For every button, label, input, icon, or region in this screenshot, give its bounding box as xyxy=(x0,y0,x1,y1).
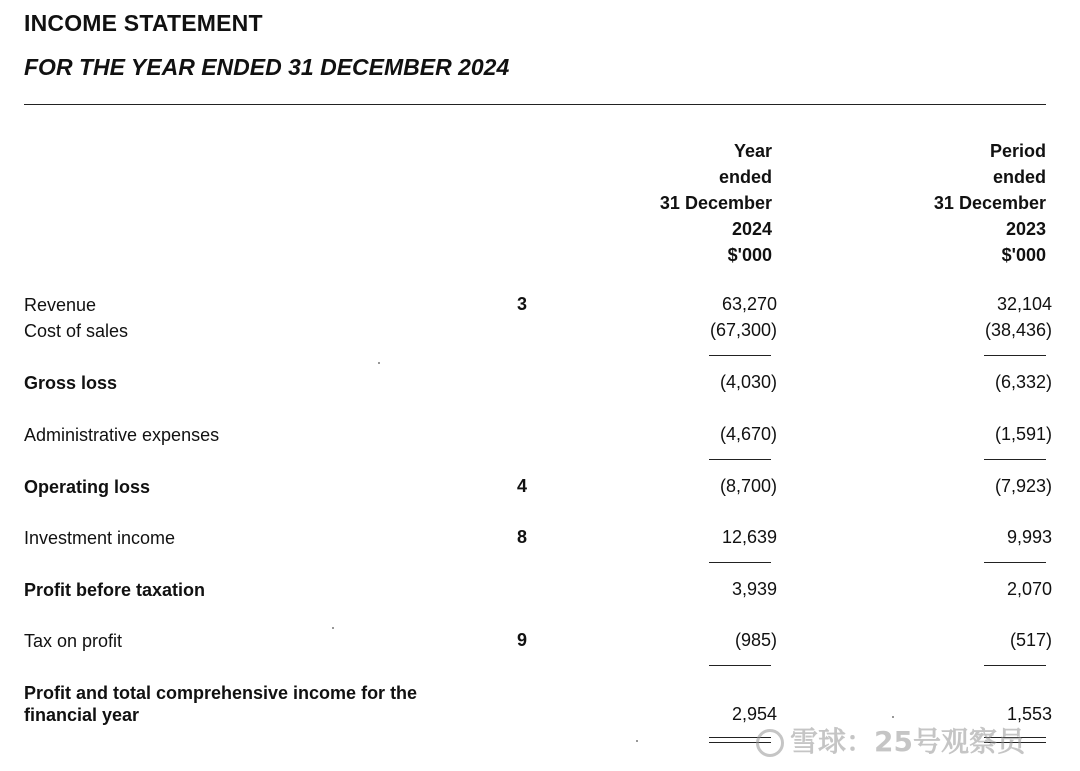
value-2023-tax-on-profit: (517) xyxy=(1009,630,1052,650)
value-2024-profit-before-taxation: 3,939 xyxy=(731,579,777,599)
column-header-line: ended xyxy=(718,167,772,187)
row-label-gross-loss: Gross loss xyxy=(24,373,118,393)
value-2024-administrative-expenses: (4,670) xyxy=(719,424,777,444)
row-label-investment-income: Investment income xyxy=(24,528,176,548)
subtotal-rule-2023 xyxy=(984,459,1046,460)
row-note-revenue: 3 xyxy=(517,294,528,314)
column-header-line: $'000 xyxy=(1001,245,1046,265)
value-2023-gross-loss: (6,332) xyxy=(994,372,1052,392)
statement-title: INCOME STATEMENT xyxy=(24,10,263,36)
row-label-revenue: Revenue xyxy=(24,295,97,315)
column-header-line: 31 December xyxy=(659,193,772,213)
subtotal-rule-2023 xyxy=(984,562,1046,563)
row-note-tax-on-profit: 9 xyxy=(517,630,528,650)
column-header-2023 xyxy=(934,138,1046,268)
row-label-operating-loss: Operating loss xyxy=(24,477,151,497)
column-header-line: 2023 xyxy=(1005,219,1046,239)
value-2023-profit-before-taxation: 2,070 xyxy=(1006,579,1052,599)
value-2023-administrative-expenses: (1,591) xyxy=(994,424,1052,444)
statement-subtitle: FOR THE YEAR ENDED 31 DECEMBER 2024 xyxy=(24,54,510,80)
scan-speck xyxy=(332,627,334,629)
column-header-2024 xyxy=(660,138,772,268)
column-header-line: Year xyxy=(733,141,772,161)
value-2024-revenue: 63,270 xyxy=(721,294,777,314)
row-label-cost-of-sales: Cost of sales xyxy=(24,321,129,341)
value-2023-revenue: 32,104 xyxy=(996,294,1052,314)
column-header-line: $'000 xyxy=(727,245,772,265)
value-2024-tax-on-profit: (985) xyxy=(734,630,777,650)
subtotal-rule-2023 xyxy=(984,355,1046,356)
value-2023-profit-for-year: 1,553 xyxy=(1006,704,1052,724)
value-2023-cost-of-sales: (38,436) xyxy=(984,320,1052,340)
row-label-line: financial year xyxy=(24,705,140,725)
value-2023-operating-loss: (7,923) xyxy=(994,476,1052,496)
subtotal-rule-2024 xyxy=(709,562,771,563)
subtotal-rule-2024 xyxy=(709,459,771,460)
subtotal-rule-2024 xyxy=(709,665,771,666)
row-note-investment-income: 8 xyxy=(517,527,528,547)
scan-speck xyxy=(378,362,380,364)
column-header-line: 31 December xyxy=(933,193,1046,213)
value-2023-investment-income: 9,993 xyxy=(1006,527,1052,547)
value-2024-gross-loss: (4,030) xyxy=(719,372,777,392)
watermark-text: 雪球：25号观察员 xyxy=(790,725,1025,758)
row-label-line: Profit and total comprehensive income for the xyxy=(24,683,418,703)
value-2024-investment-income: 12,639 xyxy=(721,527,777,547)
watermark xyxy=(756,720,1025,760)
row-label-profit-before-taxation: Profit before taxation xyxy=(24,580,206,600)
subtotal-rule-2023 xyxy=(984,665,1046,666)
row-note-operating-loss: 4 xyxy=(517,476,528,496)
subtotal-rule-2024 xyxy=(709,355,771,356)
value-2024-operating-loss: (8,700) xyxy=(719,476,777,496)
scan-speck xyxy=(892,716,894,718)
title-divider xyxy=(24,104,1046,105)
value-2024-profit-for-year: 2,954 xyxy=(731,704,777,724)
value-2024-cost-of-sales: (67,300) xyxy=(709,320,777,340)
row-label-profit-total-comprehensive-income xyxy=(24,682,417,726)
snowball-logo-icon xyxy=(756,729,784,757)
scan-speck xyxy=(636,740,638,742)
column-header-line: Period xyxy=(989,141,1046,161)
column-header-line: 2024 xyxy=(731,219,772,239)
row-label-tax-on-profit: Tax on profit xyxy=(24,631,123,651)
row-label-administrative-expenses: Administrative expenses xyxy=(24,425,220,445)
column-header-line: ended xyxy=(992,167,1046,187)
